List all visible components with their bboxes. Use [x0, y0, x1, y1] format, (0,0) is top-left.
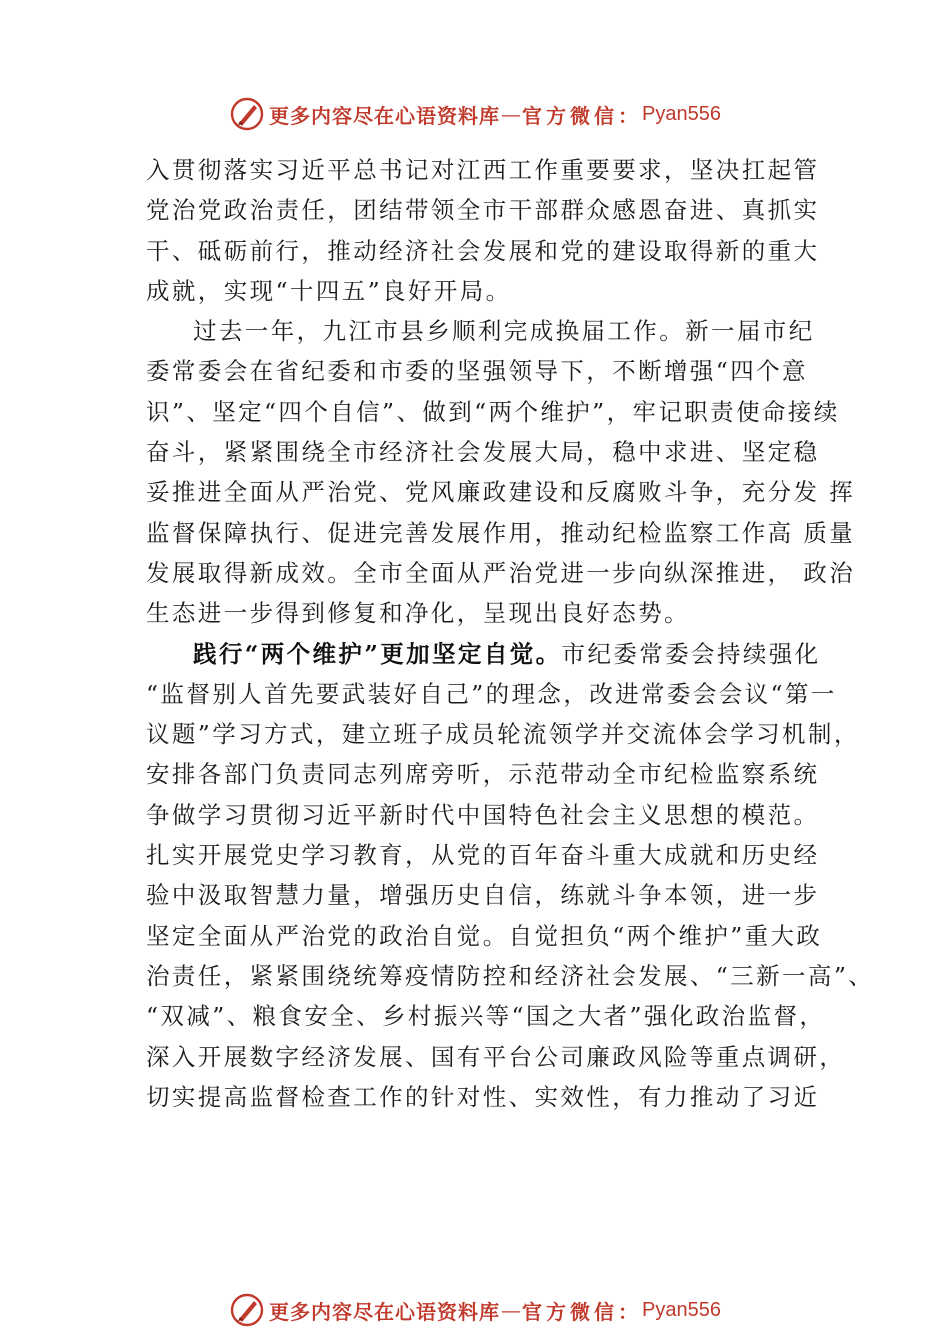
footer-banner	[0, 1288, 950, 1332]
section-lead-line	[146, 634, 836, 674]
pen-circle-logo-icon	[229, 96, 265, 132]
brand-name: 更多内容尽在心语资料库	[269, 1299, 501, 1324]
text-line: 成就，实现“十四五”良好开局。	[146, 276, 512, 305]
wechat-id: Pyan556	[642, 1298, 721, 1321]
brand-name: 更多内容尽在心语资料库	[269, 103, 501, 128]
text-line: 入贯彻落实习近平总书记对江西工作重要要求，坚决扛起管	[146, 156, 820, 184]
text-line: 深入开展数字经济发展、国有平台公司廉政风险等重点调研，	[146, 1042, 846, 1071]
text-line: 安排各部门负责同志列席旁听，示范带动全市纪检监察系统	[146, 760, 820, 789]
text-line: 议题”学习方式，建立班子成员轮流领学并交流体会学习机制，	[146, 720, 860, 749]
text-line: 扎实开展党史学习教育，从党的百年奋斗重大成就和历史经	[146, 841, 820, 870]
text-line: 委常委会在省纪委和市委的坚强领导下，不断增强“四个意	[146, 357, 808, 386]
text-line: 坚定全面从严治党的政治自觉。自觉担负“两个维护”重大政	[146, 921, 823, 950]
text-line: 切实提高监督检查工作的针对性、实效性，有力推动了习近	[146, 1082, 820, 1111]
text-line: 争做学习贯彻习近平新时代中国特色社会主义思想的模范。	[146, 800, 820, 829]
official-label: 官方微信：	[522, 1299, 643, 1324]
official-label: 官方微信：	[522, 103, 643, 128]
document-body	[146, 150, 875, 1117]
text-line: 发展取得新成效。全市全面从严治党进一步向纵深推进， 政治	[146, 558, 856, 587]
section-heading: 践行“两个维护”更加坚定自觉。	[193, 639, 562, 668]
text-line: 党治党政治责任，团结带领全市干部群众感恩奋进、真抓实	[146, 196, 820, 225]
pen-circle-logo-icon	[229, 1292, 265, 1328]
text-line: 妥推进全面从严治党、党风廉政建设和反腐败斗争，充分发 挥	[146, 478, 856, 507]
wechat-id: Pyan556	[642, 102, 721, 125]
text-line: 市纪委常委会持续强化	[561, 639, 821, 668]
banner-dash: —	[501, 1298, 522, 1322]
text-line: 识”、坚定“四个自信”、做到“两个维护”，牢记职责使命接续	[146, 397, 840, 426]
header-banner	[0, 92, 950, 136]
text-line: 生态进一步得到修复和净化，呈现出良好态势。	[146, 599, 690, 628]
text-line: “双减”、粮食安全、乡村振兴等“国之大者”强化政治监督，	[146, 1002, 826, 1031]
text-line: 过去一年，九江市县乡顺利完成换届工作。新一届市纪	[193, 317, 815, 346]
text-line: 监督保障执行、促进完善发展作用，推动纪检监察工作高 质量	[146, 518, 856, 547]
text-line: 干、砥砺前行，推动经济社会发展和党的建设取得新的重大	[146, 236, 820, 265]
text-line: “监督别人首先要武装好自己”的理念，改进常委会会议“第一	[146, 679, 837, 708]
banner-dash: —	[501, 102, 522, 126]
text-line: 奋斗，紧紧围绕全市经济社会发展大局，稳中求进、坚定稳	[146, 438, 820, 467]
text-line: 验中汲取智慧力量，增强历史自信，练就斗争本领，进一步	[146, 881, 820, 910]
text-line: 治责任，紧紧围绕统筹疫情防控和经济社会发展、“三新一高”、	[146, 961, 875, 990]
